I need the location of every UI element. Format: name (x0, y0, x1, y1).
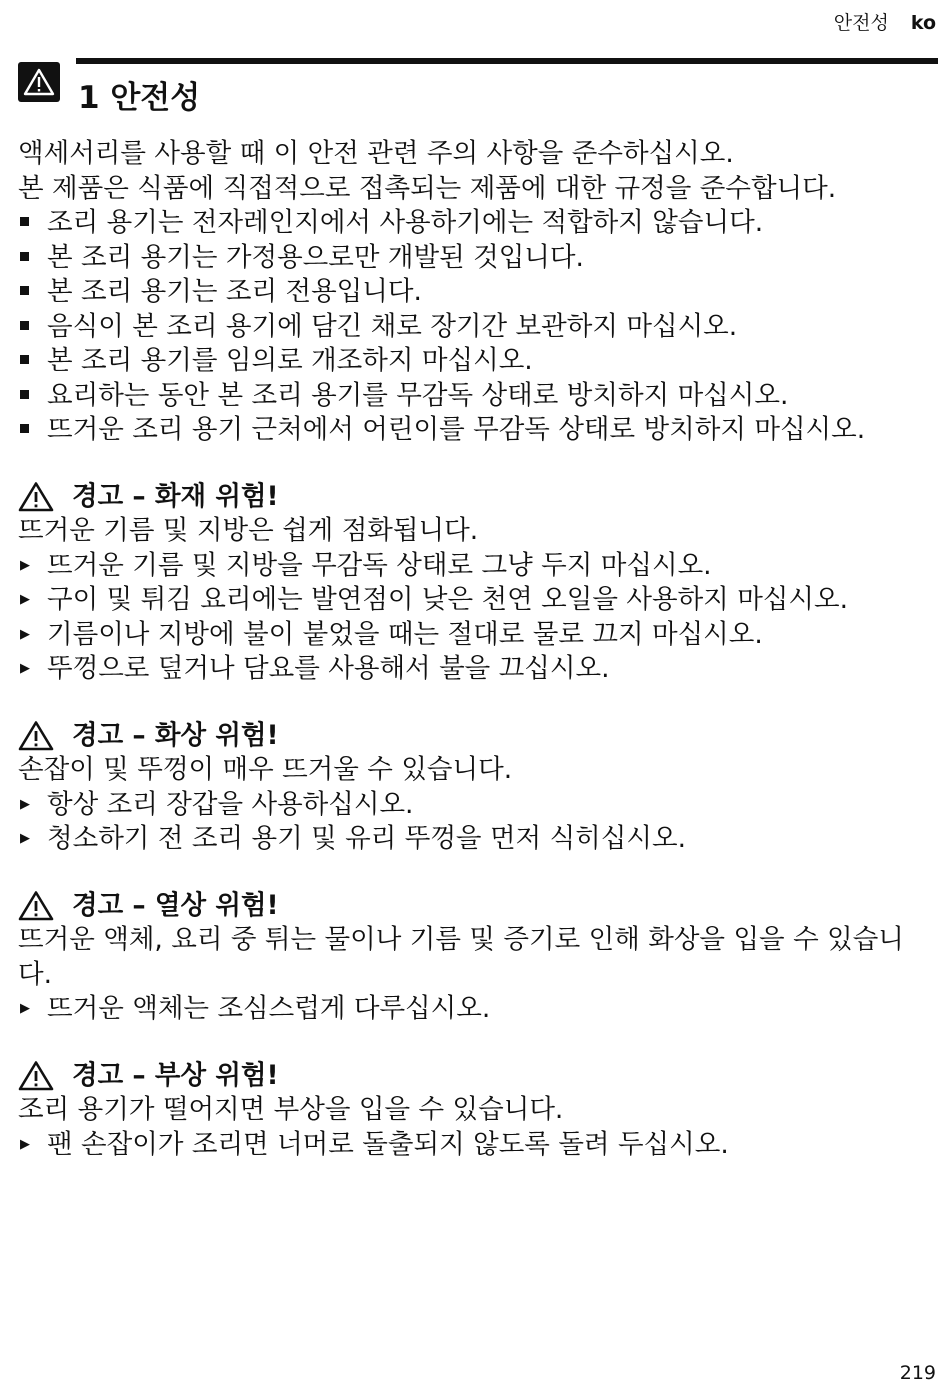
page-number: 219 (899, 1362, 936, 1384)
warning-text: 뜨거운 기름 및 지방은 쉽게 점화됩니다. (18, 515, 479, 546)
warning-text: 뜨거운 액체, 요리 중 튀는 물이나 기름 및 증기로 인해 화상을 입을 수 있습니다. (18, 924, 904, 990)
warning-heading (18, 480, 930, 515)
arrow-bullet-icon: ▶ (20, 1001, 30, 1016)
arrow-bullet-icon: ▶ (20, 592, 30, 607)
warning-icon (18, 1060, 54, 1091)
square-bullet-icon (20, 275, 29, 310)
arrow-bullet-icon: ▶ (20, 796, 30, 812)
warning-heading (18, 889, 930, 924)
arrow-bullet-icon: ▶ (20, 557, 30, 573)
section-title: 1 안전성 (78, 80, 201, 116)
list-item: 본 조리 용기를 임의로 개조하지 마십시오. (18, 344, 930, 379)
arrow-bullet-icon: ▶ (20, 626, 30, 642)
warning-icon (18, 62, 60, 102)
safety-list (18, 206, 930, 448)
warning-text: 손잡이 및 뚜껑이 매우 뜨거울 수 있습니다. (18, 754, 513, 785)
warning-heading (18, 719, 930, 754)
square-bullet-icon (20, 344, 29, 379)
step-item: ▶ 구이 및 튀김 요리에는 발연점이 낮은 천연 오일을 사용하지 마십시오. (18, 583, 930, 618)
arrow-bullet-icon: ▶ (20, 831, 30, 846)
step-item: ▶ 뜨거운 기름 및 지방을 무감독 상태로 그냥 두지 마십시오. (18, 549, 930, 584)
warning-icon (18, 890, 54, 921)
step-item: ▶ 기름이나 지방에 불이 붙었을 때는 절대로 물로 끄지 마십시오. (18, 618, 930, 653)
square-bullet-icon (20, 310, 29, 345)
warning-icon (18, 720, 54, 751)
step-item: ▶ 항상 조리 장갑을 사용하십시오. (18, 788, 930, 823)
list-item: 본 조리 용기는 가정용으로만 개발된 것입니다. (18, 241, 930, 276)
page-header (834, 8, 936, 35)
list-item: 본 조리 용기는 조리 전용입니다. (18, 275, 930, 310)
list-item: 음식이 본 조리 용기에 담긴 채로 장기간 보관하지 마십시오. (18, 310, 930, 345)
header-section: 안전성 (833, 12, 889, 34)
warning-heading (18, 1059, 930, 1094)
list-item: 요리하는 동안 본 조리 용기를 무감독 상태로 방치하지 마십시오. (18, 379, 930, 414)
warning-title: 경고 – 부상 위험! (72, 1059, 279, 1091)
square-bullet-icon (20, 206, 29, 241)
document-body (18, 137, 930, 1162)
square-bullet-icon (20, 413, 29, 448)
step-item: ▶ 팬 손잡이가 조리면 너머로 돌출되지 않도록 돌려 두십시오. (18, 1128, 930, 1163)
step-item: ▶ 청소하기 전 조리 용기 및 유리 뚜껑을 먼저 식히십시오. (18, 822, 930, 857)
warning-icon (18, 481, 54, 512)
title-rule (76, 58, 938, 64)
list-item: 조리 용기는 전자레인지에서 사용하기에는 적합하지 않습니다. (18, 206, 930, 241)
warning-title: 경고 – 화재 위험! (72, 480, 279, 512)
square-bullet-icon (20, 379, 29, 414)
step-item: ▶ 뜨거운 액체는 조심스럽게 다루십시오. (18, 992, 930, 1027)
header-language: ko (910, 12, 936, 34)
list-item: 뜨거운 조리 용기 근처에서 어린이를 무감독 상태로 방치하지 마십시오. (18, 413, 930, 448)
arrow-bullet-icon: ▶ (20, 1136, 30, 1152)
warning-title: 경고 – 화상 위험! (72, 719, 279, 751)
square-bullet-icon (20, 241, 29, 276)
warning-title: 경고 – 열상 위험! (72, 889, 279, 921)
warning-text: 조리 용기가 떨어지면 부상을 입을 수 있습니다. (18, 1094, 564, 1125)
intro-paragraph: 액세서리를 사용할 때 이 안전 관련 주의 사항을 준수하십시오. (18, 138, 734, 169)
arrow-bullet-icon: ▶ (20, 661, 30, 676)
intro-paragraph: 본 제품은 식품에 직접적으로 접촉되는 제품에 대한 규정을 준수합니다. (18, 172, 837, 204)
step-item: ▶ 뚜껑으로 덮거나 담요를 사용해서 불을 끄십시오. (18, 652, 930, 687)
